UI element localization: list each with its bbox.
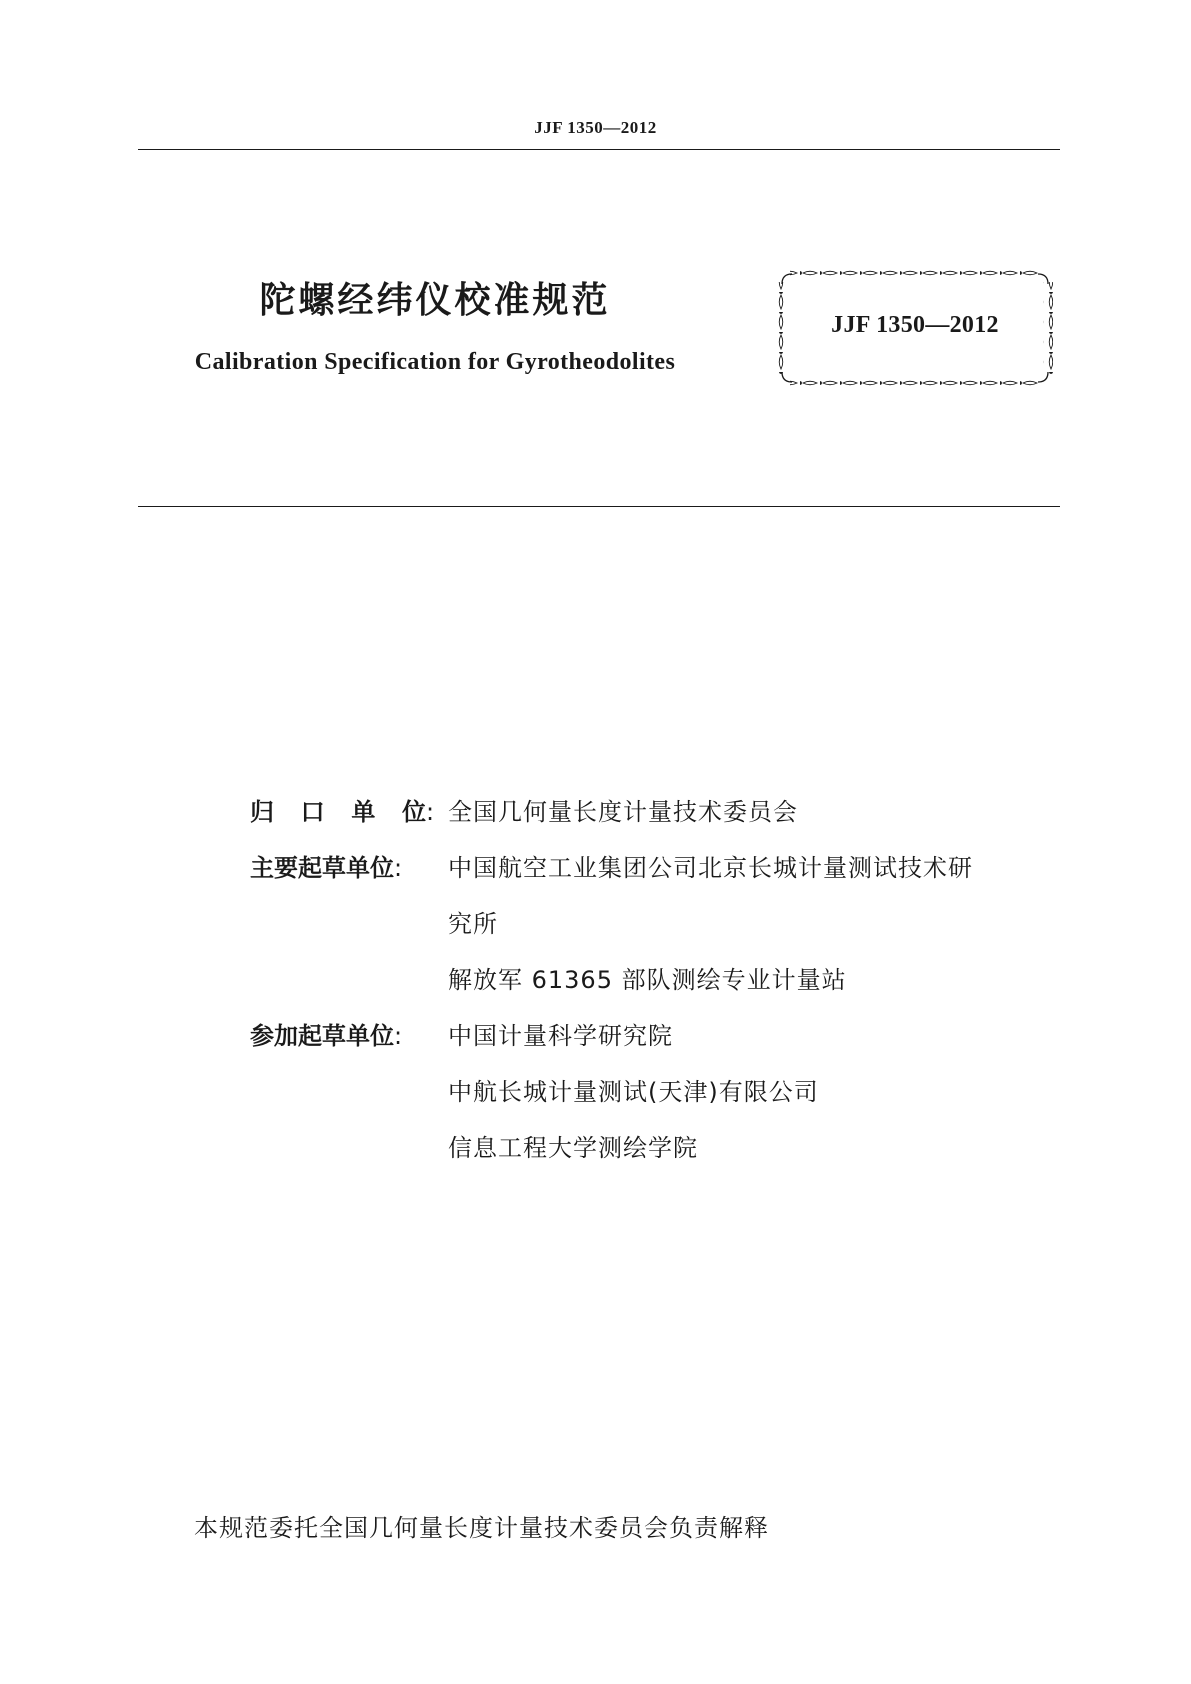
label-char: 单 xyxy=(351,798,376,826)
label-colon: : xyxy=(394,1022,403,1050)
responsible-unit-label xyxy=(250,784,448,840)
participating-unit-values xyxy=(448,1008,1070,1176)
main-drafting-unit-values xyxy=(448,840,1070,1008)
main-drafting-unit-label xyxy=(250,840,448,896)
unit-value: 中航长城计量测试(天津)有限公司 xyxy=(448,1078,819,1106)
section-rule xyxy=(138,506,1060,507)
header-rule xyxy=(138,149,1060,150)
unit-value: 中国航空工业集团公司北京长城计量测试技术研 xyxy=(448,854,973,882)
interpretation-note: 本规范委托全国几何量长度计量技术委员会负责解释 xyxy=(194,1514,769,1542)
unit-value: 中国计量科学研究院 xyxy=(448,1022,673,1050)
responsible-unit-values xyxy=(448,784,1070,840)
document-title-english: Calibration Specification for Gyrotheodolites xyxy=(194,349,676,375)
document-title-chinese: 陀螺经纬仪校准规范 xyxy=(259,280,611,321)
responsible-unit-row xyxy=(250,784,1070,840)
running-header-code: JJF 1350—2012 xyxy=(534,118,657,137)
label-colon: : xyxy=(426,798,435,826)
standard-code: JJF 1350—2012 xyxy=(831,312,999,338)
participating-unit-label xyxy=(250,1008,448,1064)
label-char: 位 xyxy=(401,798,426,826)
label-char: 归 xyxy=(250,798,274,826)
label-text: 参加起草单位 xyxy=(250,1022,394,1050)
unit-value: 究所 xyxy=(448,910,498,938)
participating-unit-row xyxy=(250,1008,1070,1176)
unit-value: 信息工程大学测绘学院 xyxy=(448,1134,698,1162)
unit-value: 解放军 61365 部队测绘专业计量站 xyxy=(448,966,847,994)
label-text: 主要起草单位 xyxy=(250,854,394,882)
label-colon: : xyxy=(394,854,403,882)
main-drafting-unit-row xyxy=(250,840,1070,1008)
drafting-units-section xyxy=(250,784,1070,1176)
unit-value: 全国几何量长度计量技术委员会 xyxy=(448,798,798,826)
label-char: 口 xyxy=(300,798,325,826)
standard-code-box xyxy=(776,268,1054,388)
